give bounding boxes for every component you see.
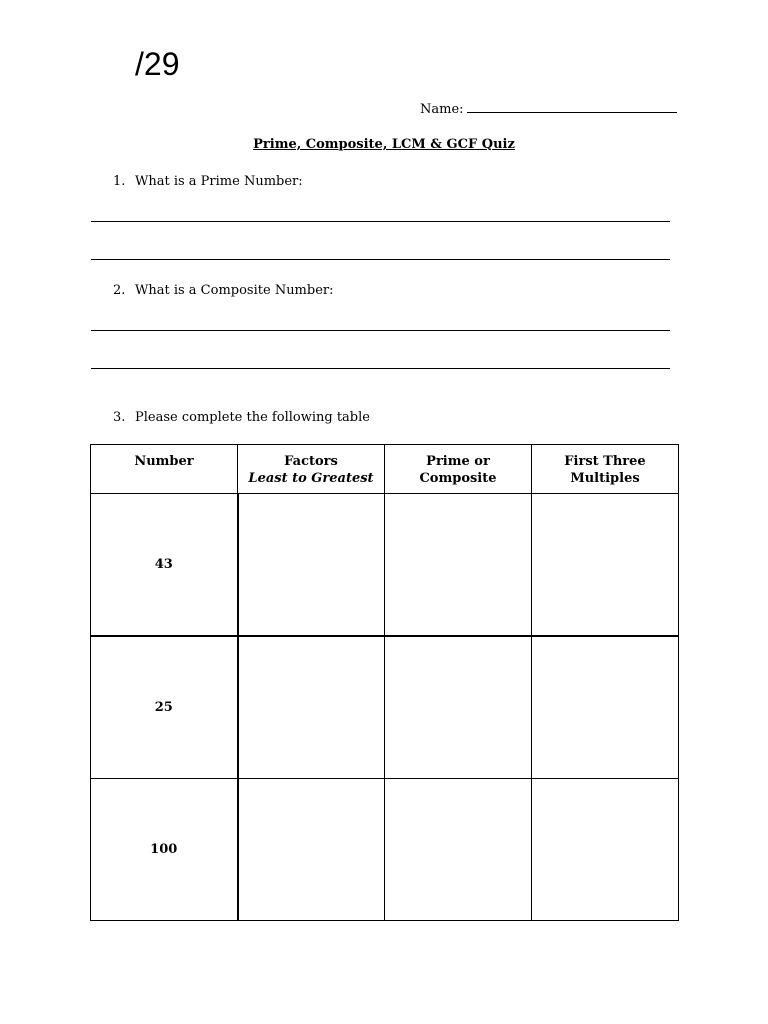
header-multiples-label: First Three <box>564 454 646 469</box>
row-number-cell: 43 <box>91 494 238 637</box>
question-2-text: What is a Composite Number: <box>135 283 334 298</box>
header-multiples-sublabel: Multiples <box>570 471 640 486</box>
question-3 <box>113 409 370 427</box>
name-blank[interactable] <box>467 98 677 113</box>
question-1-text: What is a Prime Number: <box>135 174 303 189</box>
name-row <box>420 98 677 119</box>
multiples-cell[interactable] <box>532 636 679 779</box>
quiz-title: Prime, Composite, LCM & GCF Quiz <box>253 137 515 152</box>
prime-composite-cell[interactable] <box>385 494 532 637</box>
question-3-text: Please complete the following table <box>135 410 370 425</box>
name-label: Name: <box>420 102 464 117</box>
row-number-cell: 25 <box>91 636 238 779</box>
factors-cell[interactable] <box>238 494 385 637</box>
question-1 <box>113 173 303 191</box>
header-prime-label: Prime or <box>426 454 490 469</box>
table-row <box>91 636 679 779</box>
header-first-three-multiples <box>532 445 679 494</box>
question-1-number: 1. <box>113 174 126 189</box>
header-prime-or-composite <box>385 445 532 494</box>
factors-cell[interactable] <box>238 636 385 779</box>
question-2-number: 2. <box>113 283 126 298</box>
header-number-label: Number <box>134 454 194 469</box>
header-number <box>91 445 238 494</box>
answer-line-1b[interactable] <box>91 259 670 260</box>
header-factors-label: Factors <box>284 454 338 469</box>
prime-composite-cell[interactable] <box>385 779 532 921</box>
header-factors-sublabel: Least to Greatest <box>248 471 374 486</box>
question-3-number: 3. <box>113 410 126 425</box>
table-header-row <box>91 445 679 494</box>
score-total: /29 <box>135 46 180 82</box>
header-factors <box>238 445 385 494</box>
answer-line-1a[interactable] <box>91 221 670 222</box>
answer-line-2a[interactable] <box>91 330 670 331</box>
question-2 <box>113 282 334 300</box>
table-row <box>91 494 679 637</box>
row-number-cell: 100 <box>91 779 238 921</box>
number-table <box>90 444 679 921</box>
factors-cell[interactable] <box>238 779 385 921</box>
multiples-cell[interactable] <box>532 779 679 921</box>
multiples-cell[interactable] <box>532 494 679 637</box>
table-row <box>91 779 679 921</box>
header-composite-label: Composite <box>419 471 497 486</box>
prime-composite-cell[interactable] <box>385 636 532 779</box>
answer-line-2b[interactable] <box>91 368 670 369</box>
